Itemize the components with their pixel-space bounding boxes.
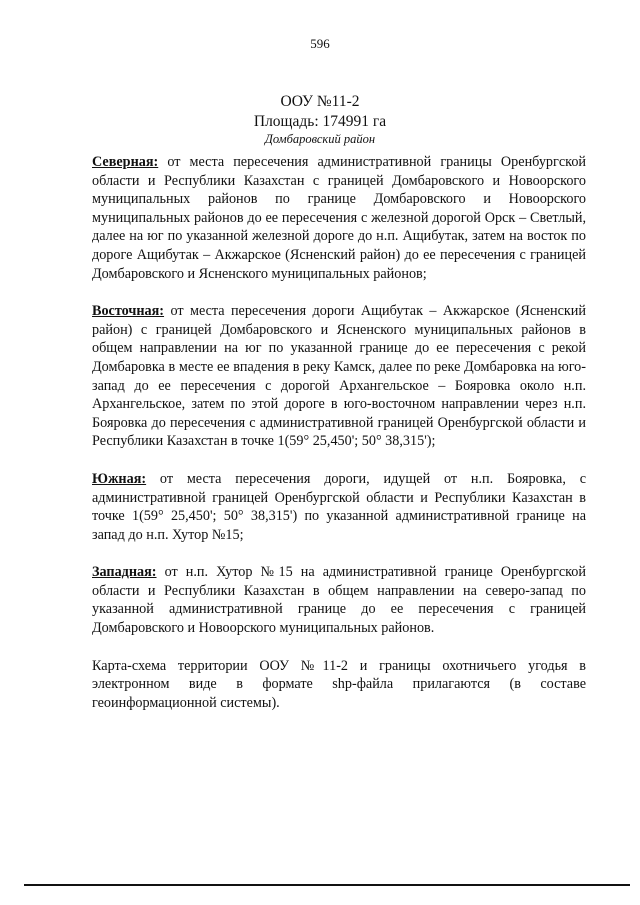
area-line: Площадь: 174991 га — [253, 113, 387, 130]
hunting-ground-title: ООУ №11-2 — [280, 93, 360, 110]
west-boundary-text: от н.п. Хутор №15 на административной границе Оренбургской области и Республики Казахстан в общем направлении на северо-запад по указанной административной границе до ее пересечения с границей Домбаровского и Новоорского муниципальных районов. — [92, 564, 586, 637]
document-header — [0, 92, 640, 147]
west-boundary-label: Западная: — [92, 564, 157, 581]
north-boundary-text: от места пересечения административной границы Оренбургской области и Республики Казахстан с границей Домбаровского и Новоорского муниципальных районов по границе Домбаровского и Новоорского муниципальных районов до ее пересечения с железной дорогой Орск – Светлый, далее на юг по указанной железной дороге до н.п. Ащибутак, затем на восток по дороге Ащибутак – Акжарское (Ясненский район) до ее пересечения с границей Домбаровского и Ясненского муниципальных районов; — [92, 154, 586, 282]
south-boundary-paragraph — [92, 470, 586, 544]
north-boundary-paragraph — [92, 153, 586, 283]
closing-paragraph: Карта-схема территории ООУ №11-2 и границы охотничьего угодья в электронном виде в формате shp-файла прилагаются (в составе геоинформационной системы). — [92, 657, 586, 711]
north-boundary-label: Северная: — [92, 154, 159, 170]
south-boundary-label: Южная: — [92, 470, 147, 487]
east-boundary-text: от места пересечения дороги Ащибутак – Акжарское (Ясненский район) с границей Домбаровского и Ясненского муниципальных районов в общем направлении на юг по указанной границе до ее пересечения с рекой Домбаровка в месте ее впадения в реку Камск, далее по реке Домбаровка на юго-запад до ее пересечения с дорогой Архангельское – Бояровка около н.п. Архангельское, затем по этой дороге в юго-восточном направлении через н.п. Бояровка до пересечения с административной границей Оренбургской области и Республики Казахстан в точке 1(59° 25,450'; 50° 38,315'); — [92, 303, 586, 450]
district-name: Домбаровский район — [264, 132, 376, 146]
boundary-description — [92, 153, 586, 731]
east-boundary-paragraph — [92, 302, 586, 451]
page-number: 596 — [310, 36, 330, 51]
east-boundary-label: Восточная: — [92, 303, 165, 320]
west-boundary-paragraph — [92, 563, 586, 637]
footer-divider — [24, 884, 630, 886]
south-boundary-text: от места пересечения дороги, идущей от н.п. Бояровка, с административной границей Оренбургской области и Республики Казахстан в точке 1(59° 25,450'; 50° 38,315') по указанной административной границе на запад до н.п. Хутор №15; — [92, 470, 586, 543]
